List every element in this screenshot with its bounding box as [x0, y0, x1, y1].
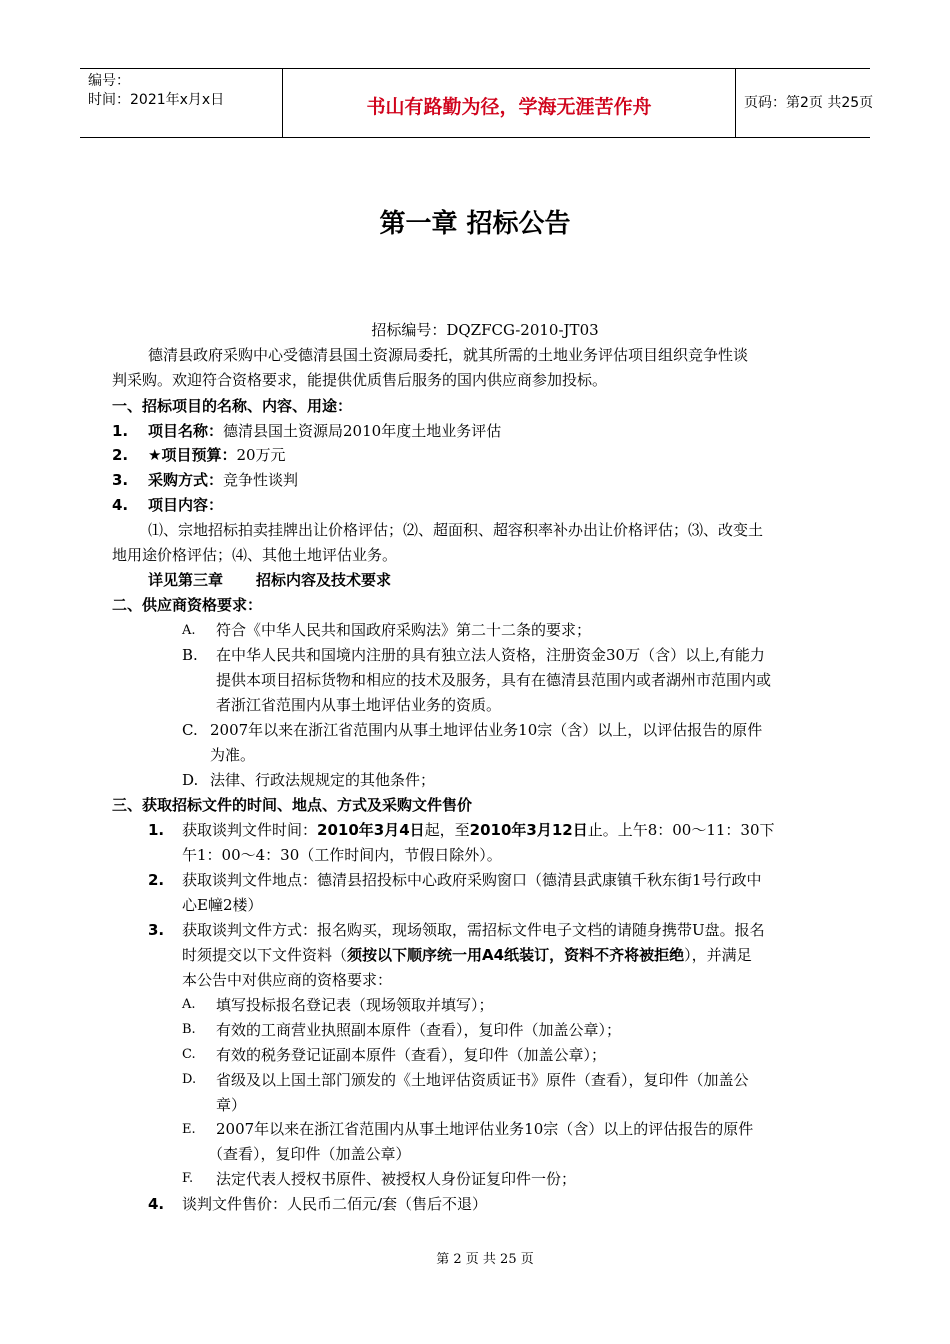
s3-item-2-line-1: 获取谈判文件地点：德清县招投标中心政府采购窗口（德清县武康镇千秋东街1号行政中 [182, 871, 762, 889]
s2-c-line-1: 2007年以来在浙江省范围内从事土地评估业务10宗（含）以上，以评估报告的原件 [210, 721, 763, 739]
s3-sub-text: 有效的工商营业执照副本原件（查看），复印件（加盖公章）； [216, 1021, 622, 1039]
s1-item-label: 项目内容： [148, 496, 224, 514]
s3-item-4-number: 4. [148, 1195, 165, 1213]
chapter-title: 第一章 招标公告 [379, 209, 571, 239]
s1-item-number: 3. [112, 471, 129, 489]
bid-number: 招标编号：DQZFCG-2010-JT03 [371, 321, 599, 339]
s3-item-3-line-3: 本公告中对供应商的资格要求： [182, 971, 393, 989]
s2-c-marker: C. [182, 721, 198, 739]
s2-c-line-2: 为准。 [210, 746, 256, 764]
intro-line-2: 判采购。欢迎符合资格要求，能提供优质售后服务的国内供应商参加投标。 [112, 371, 608, 389]
s3-item-3-line-1: 获取谈判文件方式：报名购买，现场领取，需招标文件电子文档的请随身携带U盘。报名 [182, 921, 765, 939]
s3-item-2-number: 2. [148, 871, 165, 889]
header-motto-cell [282, 69, 736, 137]
s3-sub-marker: D. [182, 1072, 197, 1087]
s2-b-line-3: 者浙江省范围内从事土地评估业务的资质。 [216, 696, 502, 714]
s3-sub-marker: E. [182, 1122, 196, 1137]
s3-item-1-start-date: 2010年3月4日 [317, 821, 425, 839]
document-time-label: 时间：2021年x月x日 [88, 92, 225, 108]
s1-item-number: 1. [112, 422, 129, 440]
header-motto: 书山有路勤为径，学海无涯苦作舟 [366, 96, 652, 118]
s1-see-also-title: 招标内容及技术要求 [256, 571, 392, 589]
s1-item [148, 445, 286, 465]
s1-item-value: 20万元 [236, 446, 286, 464]
s2-b-line-2: 提供本项目招标货物和相应的技术及服务，具有在德清县范围内或者湖州市范围内或 [216, 671, 772, 689]
s3-item-3-text-end: ），并满足 [684, 946, 752, 964]
s3-item-1-number: 1. [148, 821, 165, 839]
s3-item-3-emphasis: 须按以下顺序统一用A4纸装订，资料不齐将被拒绝 [347, 946, 685, 964]
s3-sub-text: 2007年以来在浙江省范围内从事土地评估业务10宗（含）以上的评估报告的原件 [216, 1120, 754, 1138]
s1-item-number: 4. [112, 496, 129, 514]
s3-item-1-end-date: 2010年3月12日 [469, 821, 588, 839]
s2-a-text: 符合《中华人民共和国政府采购法》第二十二条的要求； [216, 621, 592, 639]
section-3-heading: 三、获取招标文件的时间、地点、方式及采购文件售价 [112, 796, 473, 814]
s3-sub-text: 省级及以上国土部门颁发的《土地评估资质证书》原件（查看），复印件（加盖公 [216, 1071, 749, 1089]
header-page-label: 页码：第2页 共25页 [744, 95, 874, 111]
s1-item [148, 470, 298, 490]
s1-item-label: 采购方式： [148, 471, 224, 489]
s1-content-line-1: ⑴、宗地招标拍卖挂牌出让价格评估；⑵、超面积、超容积率补办出让价格评估；⑶、改变土 [148, 521, 764, 539]
s3-sub-marker: C. [182, 1047, 196, 1062]
s1-item-label: ★项目预算： [148, 446, 237, 464]
s3-item-3-text: 时须提交以下文件资料（ [182, 946, 348, 964]
s3-item-2-line-2: 心E幢2楼） [182, 896, 263, 914]
s3-item-3-line-2 [182, 945, 752, 965]
s1-item-value: 竞争性谈判 [223, 471, 299, 489]
s3-item-1-hours: 止。上午8：00～11：30下 [587, 821, 775, 839]
s3-item-1-connector: 起，至 [424, 821, 470, 839]
s1-see-also-chapter: 详见第三章 [148, 571, 224, 589]
s3-sub-text-cont: 章） [216, 1096, 247, 1114]
s2-d-text: 法律、行政法规规定的其他条件； [210, 771, 436, 789]
s2-b-line-1: 在中华人民共和国境内注册的具有独立法人资格，注册资金30万（含）以上,有能力 [216, 646, 765, 664]
s3-sub-text-cont: （查看），复印件（加盖公章） [208, 1145, 411, 1163]
page-footer: 第 2 页 共 25 页 [436, 1252, 534, 1267]
s3-item-1-label: 获取谈判文件时间： [182, 821, 318, 839]
intro-line-1: 德清县政府采购中心受德清县国土资源局委托，就其所需的土地业务评估项目组织竞争性谈 [148, 346, 749, 364]
s3-item-1-line-1 [182, 820, 775, 840]
s1-item-value: 德清县国土资源局2010年度土地业务评估 [223, 422, 502, 440]
s2-b-marker: B. [182, 646, 198, 664]
s1-item-label: 项目名称： [148, 422, 224, 440]
s3-item-3-number: 3. [148, 921, 165, 939]
s1-item [148, 495, 223, 515]
s3-sub-text: 法定代表人授权书原件、被授权人身份证复印件一份； [216, 1170, 577, 1188]
s1-item-number: 2. [112, 446, 129, 464]
header-right-cell [735, 69, 874, 137]
section-2-heading: 二、供应商资格要求： [112, 596, 263, 614]
s2-a-marker: A. [182, 623, 196, 638]
s3-sub-text: 填写投标报名登记表（现场领取并填写）； [216, 996, 494, 1014]
s3-sub-marker: A. [182, 997, 196, 1012]
s3-sub-text: 有效的税务登记证副本原件（查看），复印件（加盖公章）； [216, 1046, 607, 1064]
s1-content-line-2: 地用途价格评估；⑷、其他土地评估业务。 [112, 546, 398, 564]
header-left-cell [80, 69, 282, 137]
document-number-label: 编号： [88, 73, 130, 89]
s2-d-marker: D. [182, 771, 199, 789]
s3-item-4-text: 谈判文件售价：人民币二佰元/套（售后不退） [182, 1195, 488, 1213]
page-header [80, 68, 874, 138]
s1-item [148, 421, 501, 441]
s3-sub-marker: B. [182, 1022, 196, 1037]
s3-item-1-line-2: 午1：00～4：30（工作时间内，节假日除外）。 [182, 846, 502, 864]
s3-sub-marker: F. [182, 1171, 194, 1186]
section-1-heading: 一、招标项目的名称、内容、用途： [112, 397, 353, 415]
